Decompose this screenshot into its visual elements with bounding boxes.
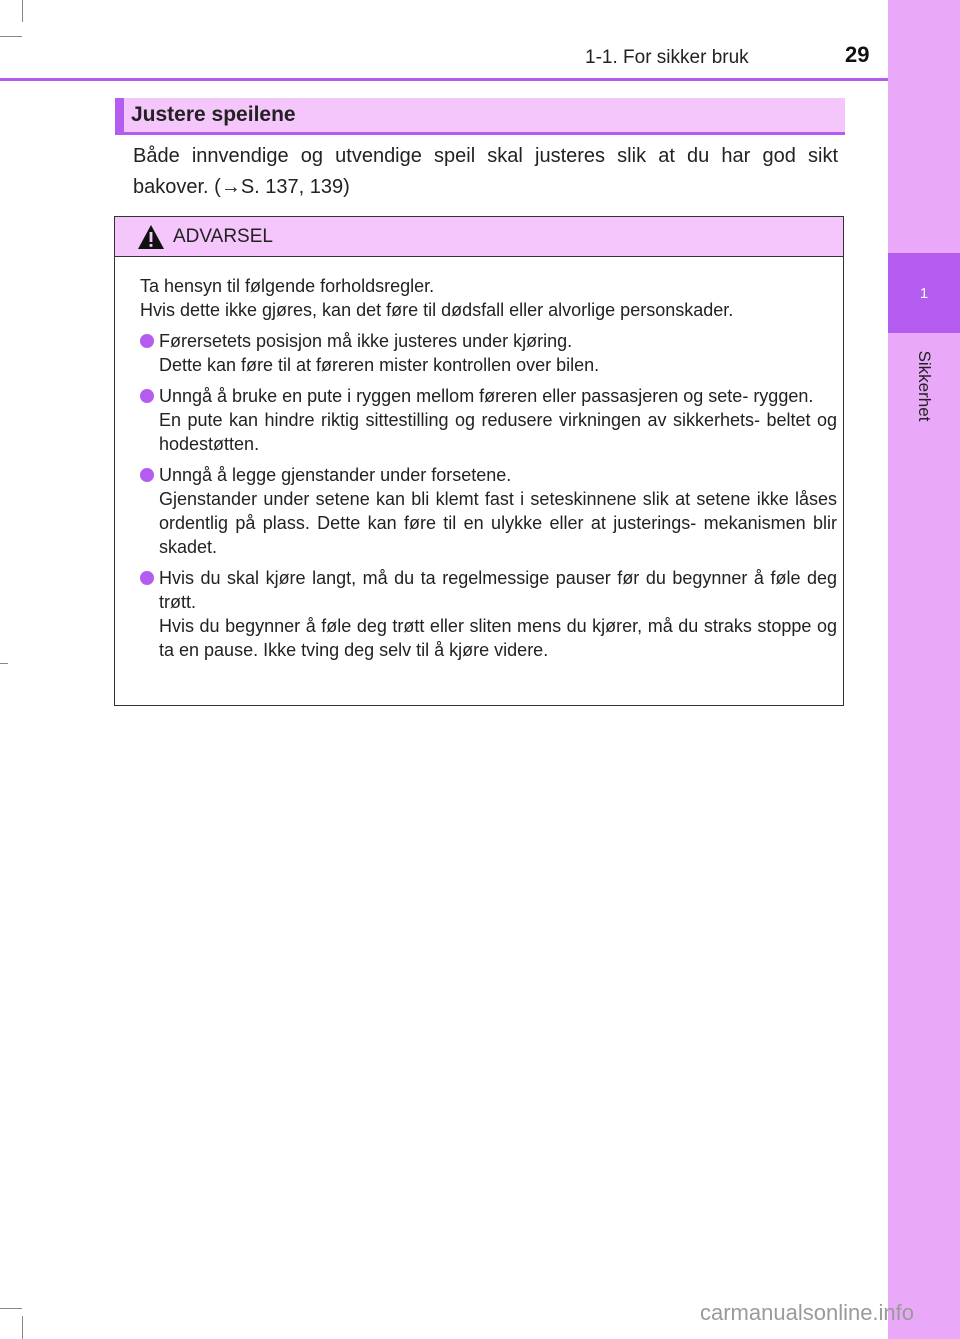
bullet-dot-icon (140, 468, 154, 482)
warning-item-heading: Unngå å legge gjenstander under forsetene. (159, 465, 512, 485)
watermark-text: carmanualsonline.info (700, 1300, 915, 1325)
bullet-dot-icon (140, 334, 154, 348)
section-title: Justere speilene (131, 103, 296, 126)
warning-body (140, 274, 837, 662)
warning-item-heading: Unngå å bruke en pute i ryggen mellom føreren eller passasjeren og sete- ryggen. (159, 386, 814, 406)
bullet-dot-icon (140, 571, 154, 585)
crop-mark (22, 1316, 23, 1339)
warning-box (114, 216, 844, 706)
warning-item-text: Hvis du begynner å føle deg trøtt eller sliten mens du kjører, må du straks stoppe og ta en pause. Ikke tving deg selv til å kjøre videre. (159, 616, 837, 660)
warning-triangle-icon (137, 224, 165, 250)
warning-list-item (140, 384, 837, 456)
warning-item-text: En pute kan hindre riktig sittestilling og redusere virkningen av sikkerhets- beltet og hodestøtten. (159, 410, 837, 454)
crop-mark (0, 36, 22, 37)
warning-list-item (140, 463, 837, 559)
crop-mark (0, 663, 8, 664)
warning-header (115, 217, 843, 257)
warning-list-item (140, 566, 837, 662)
chapter-tab-label: Sikkerhet (915, 350, 934, 422)
warning-list-item (140, 329, 837, 377)
warning-item-heading: Hvis du skal kjøre langt, må du ta regelmessige pauser før du begynner å føle deg trøtt. (159, 568, 837, 612)
bullet-dot-icon (140, 389, 154, 403)
warning-intro-line: Ta hensyn til følgende forholdsregler. (140, 276, 435, 296)
running-header-section: 1-1. For sikker bruk (585, 47, 749, 68)
warning-item-heading: Førersetets posisjon må ikke justeres under kjøring. (159, 331, 573, 351)
warning-title: ADVARSEL (173, 226, 273, 247)
chapter-side-strip (888, 0, 960, 1339)
header-rule (0, 78, 888, 81)
page-number: 29 (845, 42, 870, 67)
warning-item-text: Dette kan føre til at føreren mister kontrollen over bilen. (159, 355, 600, 375)
section-intro-paragraph: Både innvendige og utvendige speil skal justeres slik at du har god sikt bakover. (→S. 137, 139) (133, 145, 838, 198)
crop-mark (22, 0, 23, 22)
chapter-tab-number: 1 (888, 253, 960, 333)
warning-item-text: Gjenstander under setene kan bli klemt fast i seteskinnene slik at setene ikke låses ordentlig på plass. Dette kan føre til en ulykke eller at justerings- mekanismen blir skadet. (159, 489, 837, 557)
warning-intro-line: Hvis dette ikke gjøres, kan det føre til dødsfall eller alvorlige personskader. (140, 300, 734, 320)
crop-mark (0, 1308, 22, 1309)
